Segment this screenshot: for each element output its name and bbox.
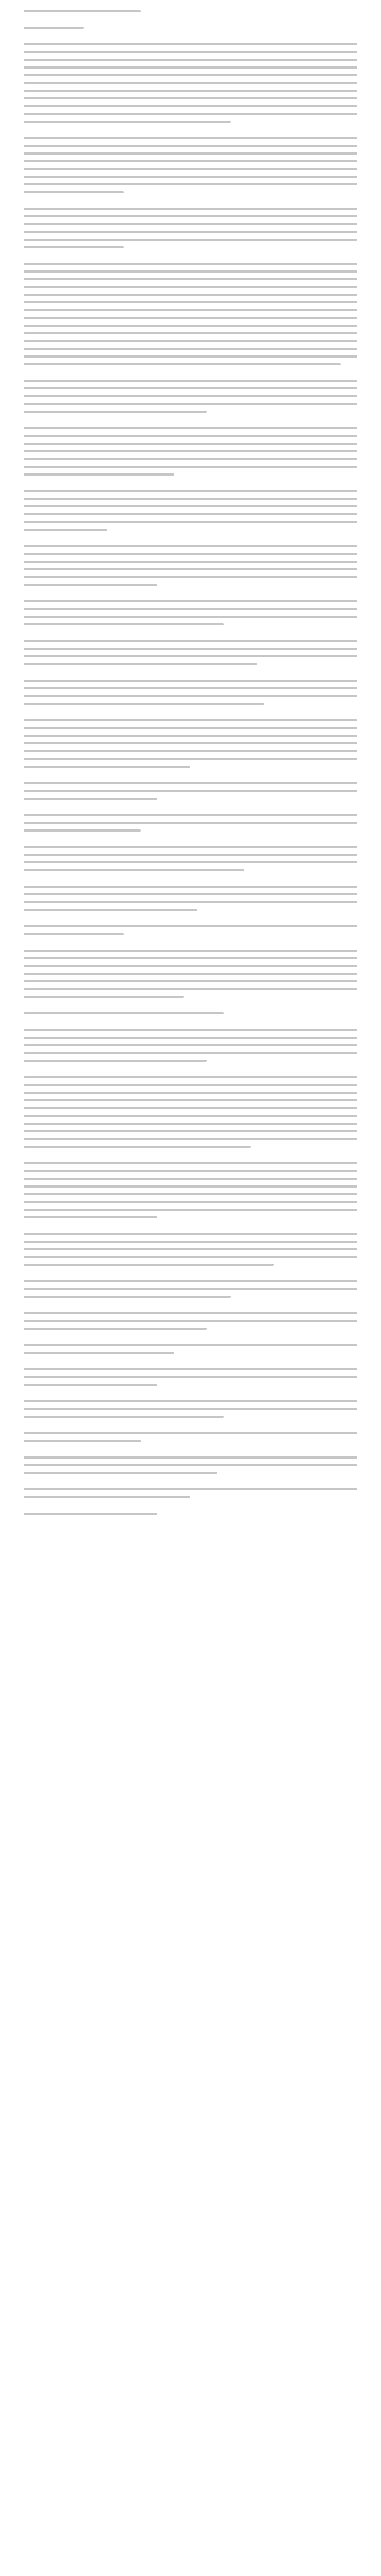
text-line: [24, 82, 357, 84]
text-line: [24, 1233, 357, 1235]
text-line: [24, 640, 357, 642]
text-line: [24, 450, 357, 452]
text-line: [24, 703, 264, 705]
text-line: [24, 893, 357, 895]
text-line: [24, 1123, 357, 1125]
text-line: [24, 263, 357, 265]
text-line: [24, 782, 357, 784]
paragraph: [24, 1233, 357, 1266]
text-line: [24, 1084, 357, 1086]
text-line: [24, 332, 357, 334]
paragraph: [24, 782, 357, 800]
text-line: [24, 1496, 190, 1498]
text-line: [24, 521, 357, 523]
text-line: [24, 427, 357, 429]
text-line: [24, 317, 357, 319]
text-line: [24, 490, 357, 492]
text-line: [24, 294, 357, 296]
text-line: [24, 925, 357, 927]
paragraph: [24, 1312, 357, 1330]
text-line: [24, 1464, 357, 1466]
text-line: [24, 183, 357, 185]
text-line: [24, 1209, 357, 1211]
text-line: [24, 1408, 357, 1410]
text-line: [24, 933, 124, 935]
paragraph: [24, 1012, 357, 1014]
text-line: [24, 1288, 357, 1290]
text-line: [24, 1076, 357, 1078]
text-line: [24, 742, 357, 744]
text-line: [24, 846, 357, 848]
text-line: [24, 663, 257, 665]
text-line: [24, 1472, 217, 1474]
text-line: [24, 687, 357, 689]
text-line: [24, 727, 357, 729]
text-line: [24, 395, 357, 397]
text-line: [24, 750, 357, 752]
text-line: [24, 1344, 357, 1346]
text-line: [24, 1328, 207, 1330]
text-line: [24, 1368, 357, 1370]
paragraph: [24, 1513, 357, 1515]
text-line: [24, 10, 141, 12]
text-line: [24, 137, 357, 139]
text-line: [24, 529, 107, 531]
text-line: [24, 208, 357, 210]
text-line: [24, 231, 357, 233]
text-line: [24, 246, 124, 248]
text-line: [24, 980, 357, 982]
text-line: [24, 1115, 357, 1117]
text-line: [24, 822, 357, 824]
text-line: [24, 168, 357, 170]
paragraph: [24, 719, 357, 768]
text-line: [24, 443, 357, 445]
text-line: [24, 1376, 357, 1378]
paragraph: [24, 263, 357, 365]
text-line: [24, 973, 357, 975]
text-line: [24, 996, 184, 998]
text-line: [24, 278, 357, 280]
text-line: [24, 325, 357, 327]
text-line: [24, 608, 357, 610]
text-line: [24, 854, 357, 856]
paragraph: [24, 886, 357, 911]
paragraph: [24, 925, 357, 935]
paragraph: [24, 10, 357, 12]
text-line: [24, 97, 357, 99]
text-line: [24, 735, 357, 737]
text-line: [24, 1384, 157, 1386]
text-line: [24, 309, 357, 311]
text-line: [24, 152, 357, 155]
text-line: [24, 1488, 357, 1490]
text-line: [24, 576, 357, 578]
text-line: [24, 505, 357, 507]
text-line: [24, 909, 197, 911]
text-line: [24, 348, 357, 350]
text-line: [24, 121, 231, 123]
text-line: [24, 27, 84, 29]
text-line: [24, 1416, 224, 1418]
text-line: [24, 766, 190, 768]
text-line: [24, 1107, 357, 1109]
paragraph: [24, 490, 357, 531]
paragraph: [24, 680, 357, 705]
text-line: [24, 1193, 357, 1195]
text-line: [24, 1044, 357, 1046]
text-line: [24, 176, 357, 178]
text-line: [24, 1248, 357, 1250]
paragraph: [24, 1162, 357, 1218]
text-line: [24, 270, 357, 273]
text-line: [24, 680, 357, 682]
text-line: [24, 223, 357, 225]
text-line: [24, 561, 357, 563]
text-line: [24, 1130, 357, 1132]
text-line: [24, 1092, 357, 1094]
text-line: [24, 66, 357, 69]
text-line: [24, 301, 357, 303]
text-line: [24, 1256, 357, 1258]
text-line: [24, 1296, 231, 1298]
text-line: [24, 1052, 357, 1054]
text-line: [24, 435, 357, 437]
paragraph: [24, 208, 357, 248]
paragraph: [24, 1076, 357, 1148]
paragraph: [24, 27, 357, 29]
text-line: [24, 387, 357, 389]
paragraph: [24, 1432, 357, 1442]
text-line: [24, 950, 357, 952]
text-line: [24, 1170, 357, 1172]
text-line: [24, 1456, 357, 1459]
text-line: [24, 790, 357, 792]
paragraph: [24, 1344, 357, 1354]
paragraph: [24, 545, 357, 586]
text-line: [24, 355, 357, 358]
text-line: [24, 411, 207, 413]
text-line: [24, 719, 357, 721]
text-line: [24, 1432, 357, 1434]
text-line: [24, 600, 357, 602]
paragraph: [24, 1368, 357, 1386]
text-line: [24, 1513, 157, 1515]
paragraph: [24, 43, 357, 123]
text-line: [24, 861, 357, 863]
text-line: [24, 286, 357, 288]
text-line: [24, 568, 357, 570]
text-line: [24, 239, 357, 241]
text-line: [24, 553, 357, 555]
text-line: [24, 1060, 207, 1062]
text-line: [24, 584, 157, 586]
text-line: [24, 90, 357, 92]
text-line: [24, 1029, 357, 1031]
text-line: [24, 160, 357, 162]
paragraph: [24, 814, 357, 832]
text-line: [24, 466, 357, 468]
text-line: [24, 814, 357, 816]
text-line: [24, 1352, 174, 1354]
text-line: [24, 1264, 274, 1266]
paragraph: [24, 1280, 357, 1298]
text-line: [24, 113, 357, 115]
text-line: [24, 498, 357, 500]
text-line: [24, 901, 357, 903]
text-line: [24, 1012, 224, 1014]
text-line: [24, 1320, 357, 1322]
text-line: [24, 1178, 357, 1180]
text-line: [24, 648, 357, 650]
text-line: [24, 695, 357, 697]
text-line: [24, 869, 244, 871]
text-line: [24, 1216, 157, 1218]
text-line: [24, 1037, 357, 1039]
text-line: [24, 1440, 141, 1442]
text-line: [24, 1400, 357, 1402]
text-line: [24, 965, 357, 967]
text-line: [24, 458, 357, 460]
paragraph: [24, 1456, 357, 1474]
text-line: [24, 473, 174, 476]
text-line: [24, 403, 357, 405]
text-line: [24, 513, 357, 515]
paragraph: [24, 950, 357, 998]
text-line: [24, 145, 357, 147]
text-line: [24, 886, 357, 888]
document-body: [24, 10, 357, 1515]
text-line: [24, 340, 357, 342]
text-line: [24, 59, 357, 61]
text-line: [24, 1185, 357, 1188]
text-line: [24, 758, 357, 760]
text-line: [24, 74, 357, 76]
text-line: [24, 1241, 357, 1243]
text-line: [24, 545, 357, 547]
text-line: [24, 623, 224, 625]
text-line: [24, 191, 124, 193]
paragraph: [24, 1488, 357, 1498]
text-line: [24, 105, 357, 107]
text-line: [24, 1312, 357, 1314]
text-line: [24, 215, 357, 217]
text-line: [24, 43, 357, 45]
text-line: [24, 988, 357, 990]
paragraph: [24, 1029, 357, 1062]
text-line: [24, 829, 141, 832]
paragraph: [24, 380, 357, 413]
text-line: [24, 1099, 357, 1101]
text-line: [24, 1201, 357, 1203]
text-line: [24, 1280, 357, 1282]
text-line: [24, 363, 341, 365]
paragraph: [24, 846, 357, 871]
text-line: [24, 380, 357, 382]
text-line: [24, 957, 357, 959]
paragraph: [24, 137, 357, 193]
text-line: [24, 798, 157, 800]
text-line: [24, 655, 357, 657]
paragraph: [24, 1400, 357, 1418]
text-line: [24, 1146, 251, 1148]
text-line: [24, 1138, 357, 1140]
paragraph: [24, 427, 357, 476]
text-line: [24, 1162, 357, 1164]
paragraph: [24, 600, 357, 625]
text-line: [24, 616, 357, 618]
text-line: [24, 51, 357, 53]
paragraph: [24, 640, 357, 665]
